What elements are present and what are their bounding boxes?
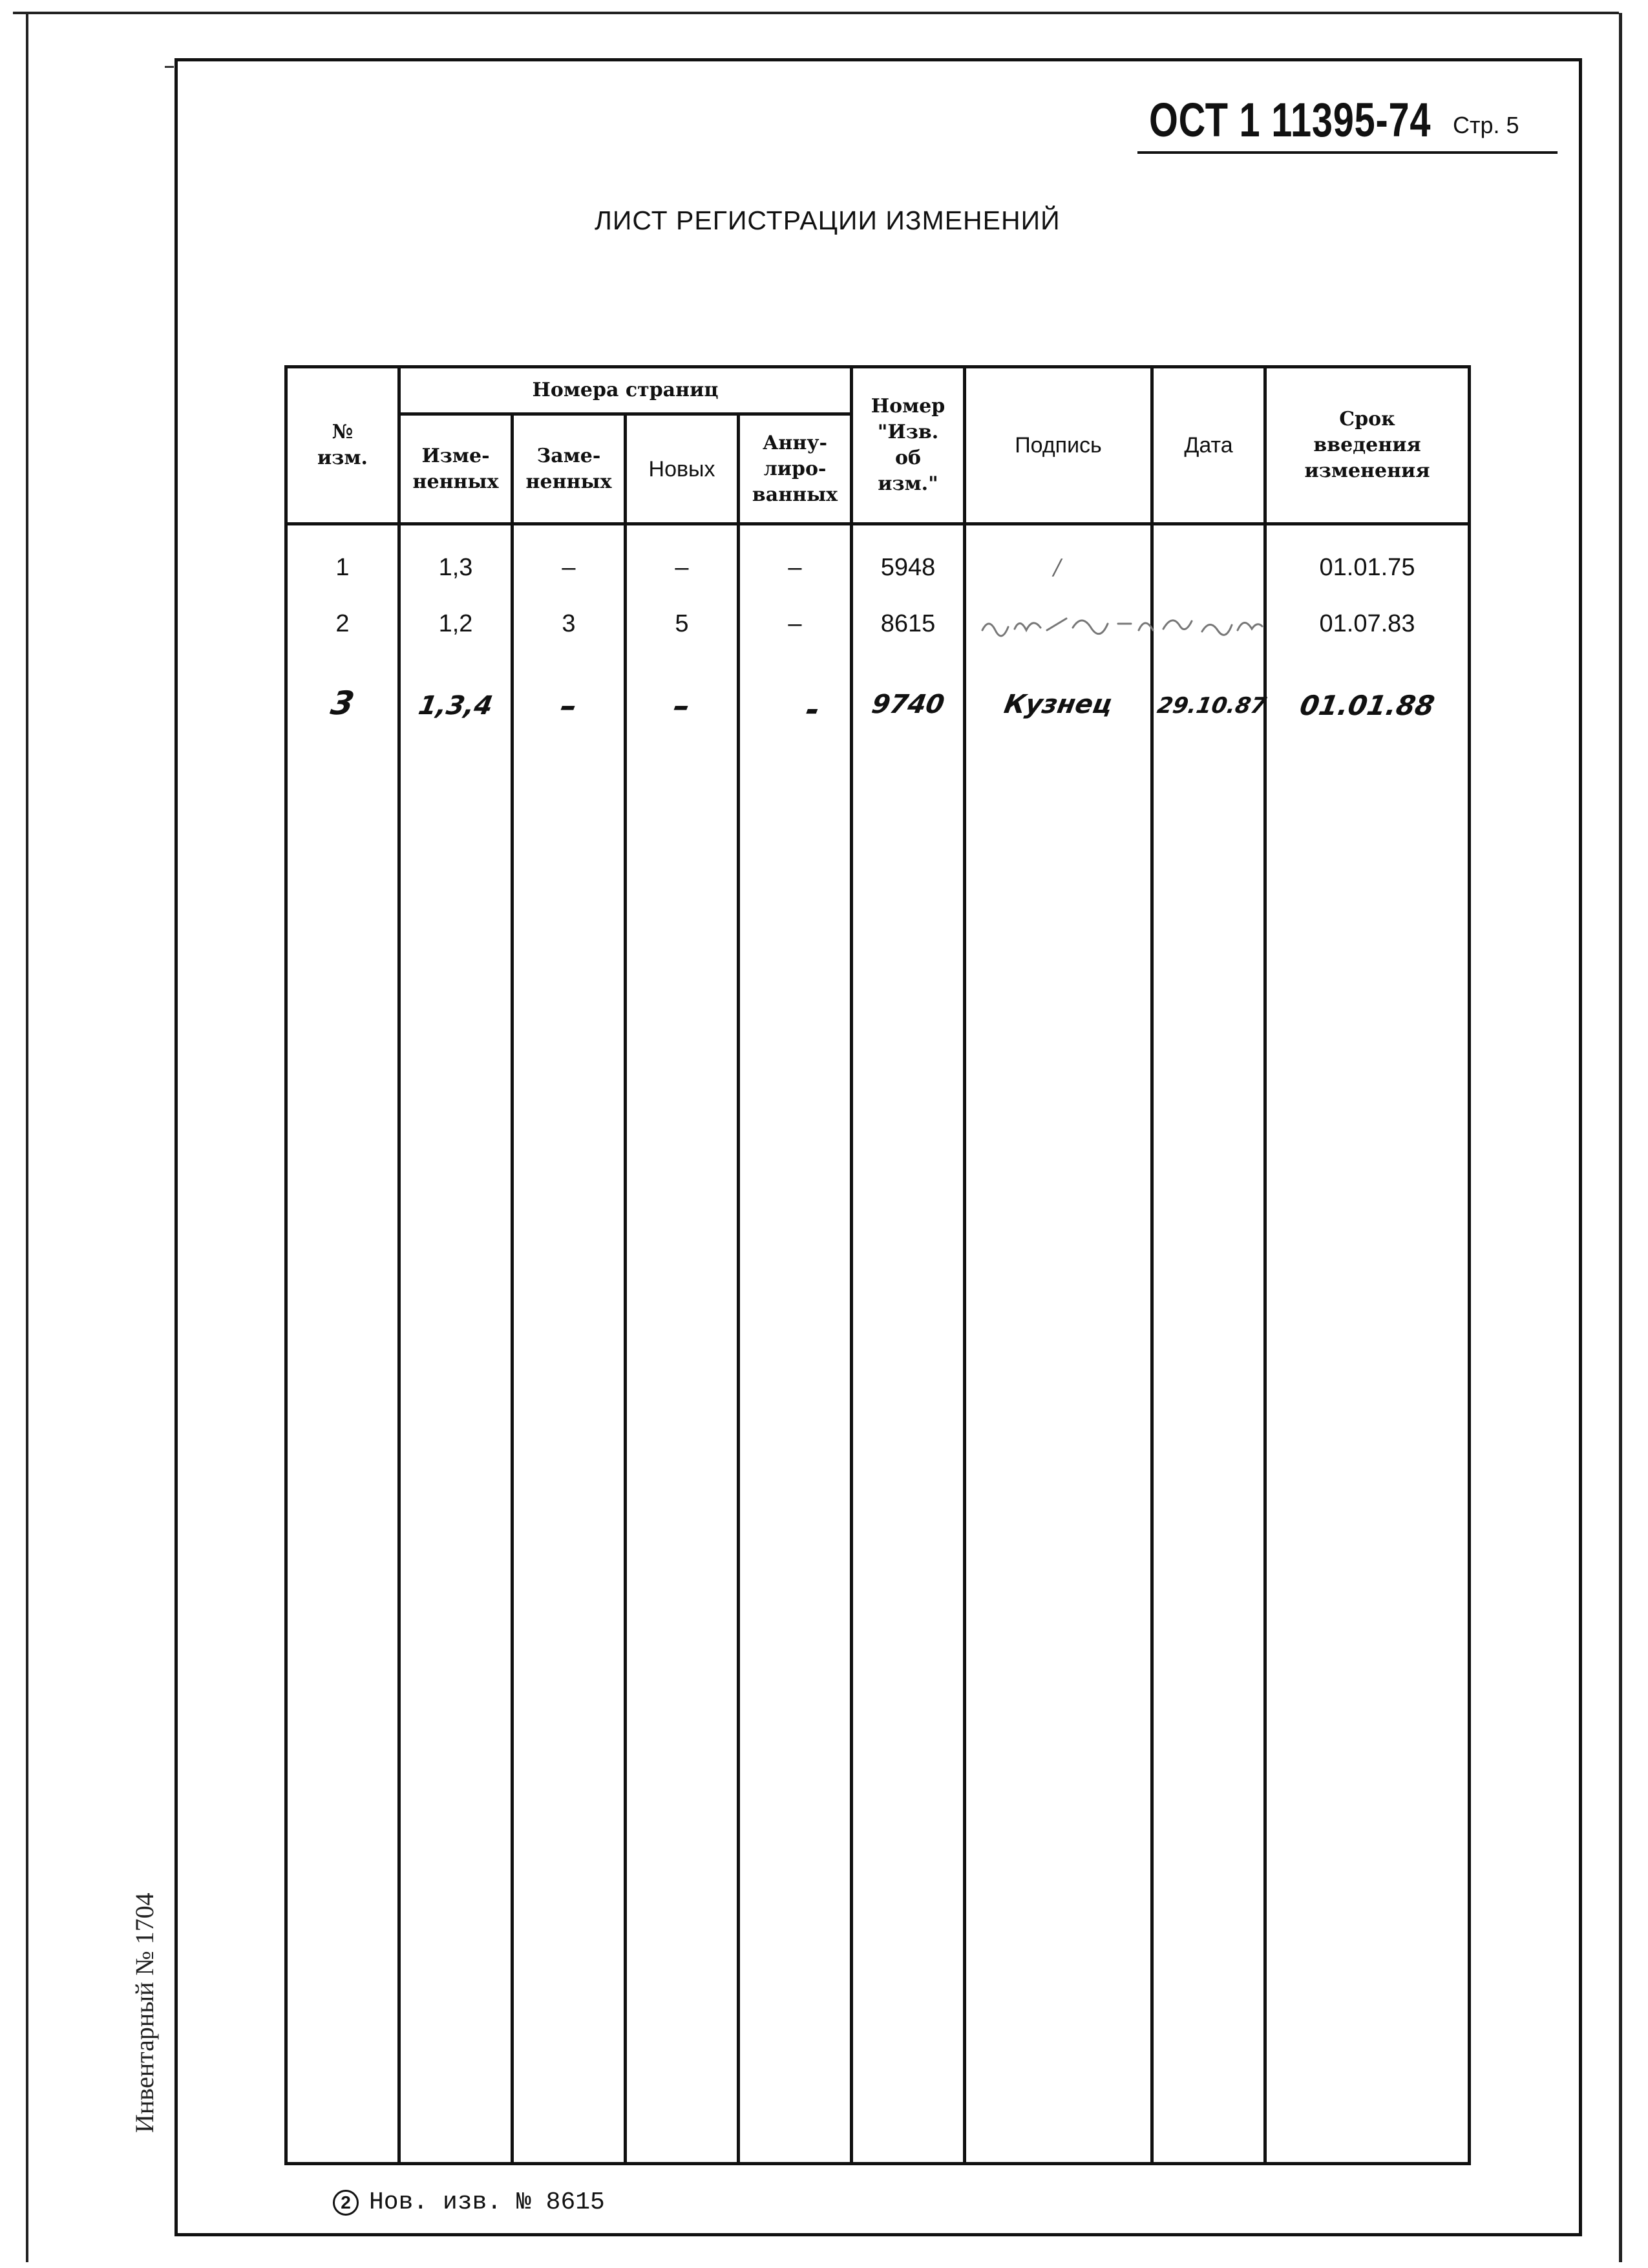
row1-signature: / [1053, 555, 1063, 580]
col-divider [624, 414, 627, 2165]
header-bottom-line [284, 522, 1471, 525]
header-page-numbers: Номера страниц [532, 379, 719, 401]
header-replaced: Заме- ненных [525, 444, 612, 493]
row1-no: 1 [335, 554, 350, 581]
scan-edge-right [1619, 13, 1622, 2262]
row2-date [1154, 604, 1263, 643]
row1-date [1154, 548, 1263, 587]
row2-replaced: 3 [562, 610, 576, 637]
page-number: Стр. 5 [1453, 112, 1519, 138]
footer-note-text: Нов. изв. № 8615 [369, 2189, 605, 2216]
page-title: ЛИСТ РЕГИСТРАЦИИ ИЗМЕНЕНИЙ [595, 206, 1061, 235]
standard-code: ОСТ 1 11395-74 [1149, 93, 1431, 147]
header-date: Дата [1184, 433, 1233, 458]
row2-annulled: – [788, 610, 802, 637]
standard-designation [1137, 89, 1558, 154]
header-effective-date: Срок введения изменения [1304, 408, 1430, 482]
scan-edge-left [26, 13, 28, 2262]
row1-annulled: – [788, 554, 802, 581]
col-divider [963, 365, 966, 2165]
circled-number-badge: 2 [333, 2190, 359, 2216]
col-divider [737, 414, 740, 2165]
header-change-no: № изм. [317, 421, 368, 469]
row1-effective: 01.01.75 [1319, 554, 1415, 581]
row3-replaced: – [557, 687, 580, 725]
header-new: Новых [648, 456, 715, 482]
scan-edge-top [13, 12, 1619, 14]
row2-no: 2 [335, 610, 350, 637]
row3-new: – [670, 687, 693, 725]
col-divider [511, 414, 514, 2165]
footer-note [333, 2186, 605, 2220]
row3-date: 29.10.87 [1155, 693, 1269, 719]
row3-changed: 1,3,4 [416, 691, 495, 721]
row1-new: – [675, 554, 689, 581]
header-signature: Подпись [1015, 433, 1102, 458]
header-changed: Изме- ненных [412, 444, 499, 493]
row3-signature: Кузнец [1002, 690, 1115, 719]
row1-notice: 5948 [880, 554, 936, 581]
row2-new: 5 [675, 610, 689, 637]
inventory-number: Инвентарный № 1704 [130, 1892, 159, 2133]
row2-notice: 8615 [880, 610, 936, 637]
row2-effective: 01.07.83 [1319, 610, 1415, 637]
row2-changed: 1,2 [438, 610, 473, 637]
row3-effective: 01.01.88 [1297, 690, 1437, 721]
header-annulled: Анну- лиро- ванных [752, 431, 838, 506]
header-notice-number: Номер "Изв. об изм." [871, 395, 945, 495]
row3-no: 3 [328, 684, 357, 722]
row3-notice: 9740 [869, 690, 947, 719]
row1-replaced: – [562, 554, 576, 581]
row1-changed: 1,3 [438, 554, 473, 581]
row3-annulled: - [802, 691, 823, 728]
corner-tick [165, 66, 174, 68]
